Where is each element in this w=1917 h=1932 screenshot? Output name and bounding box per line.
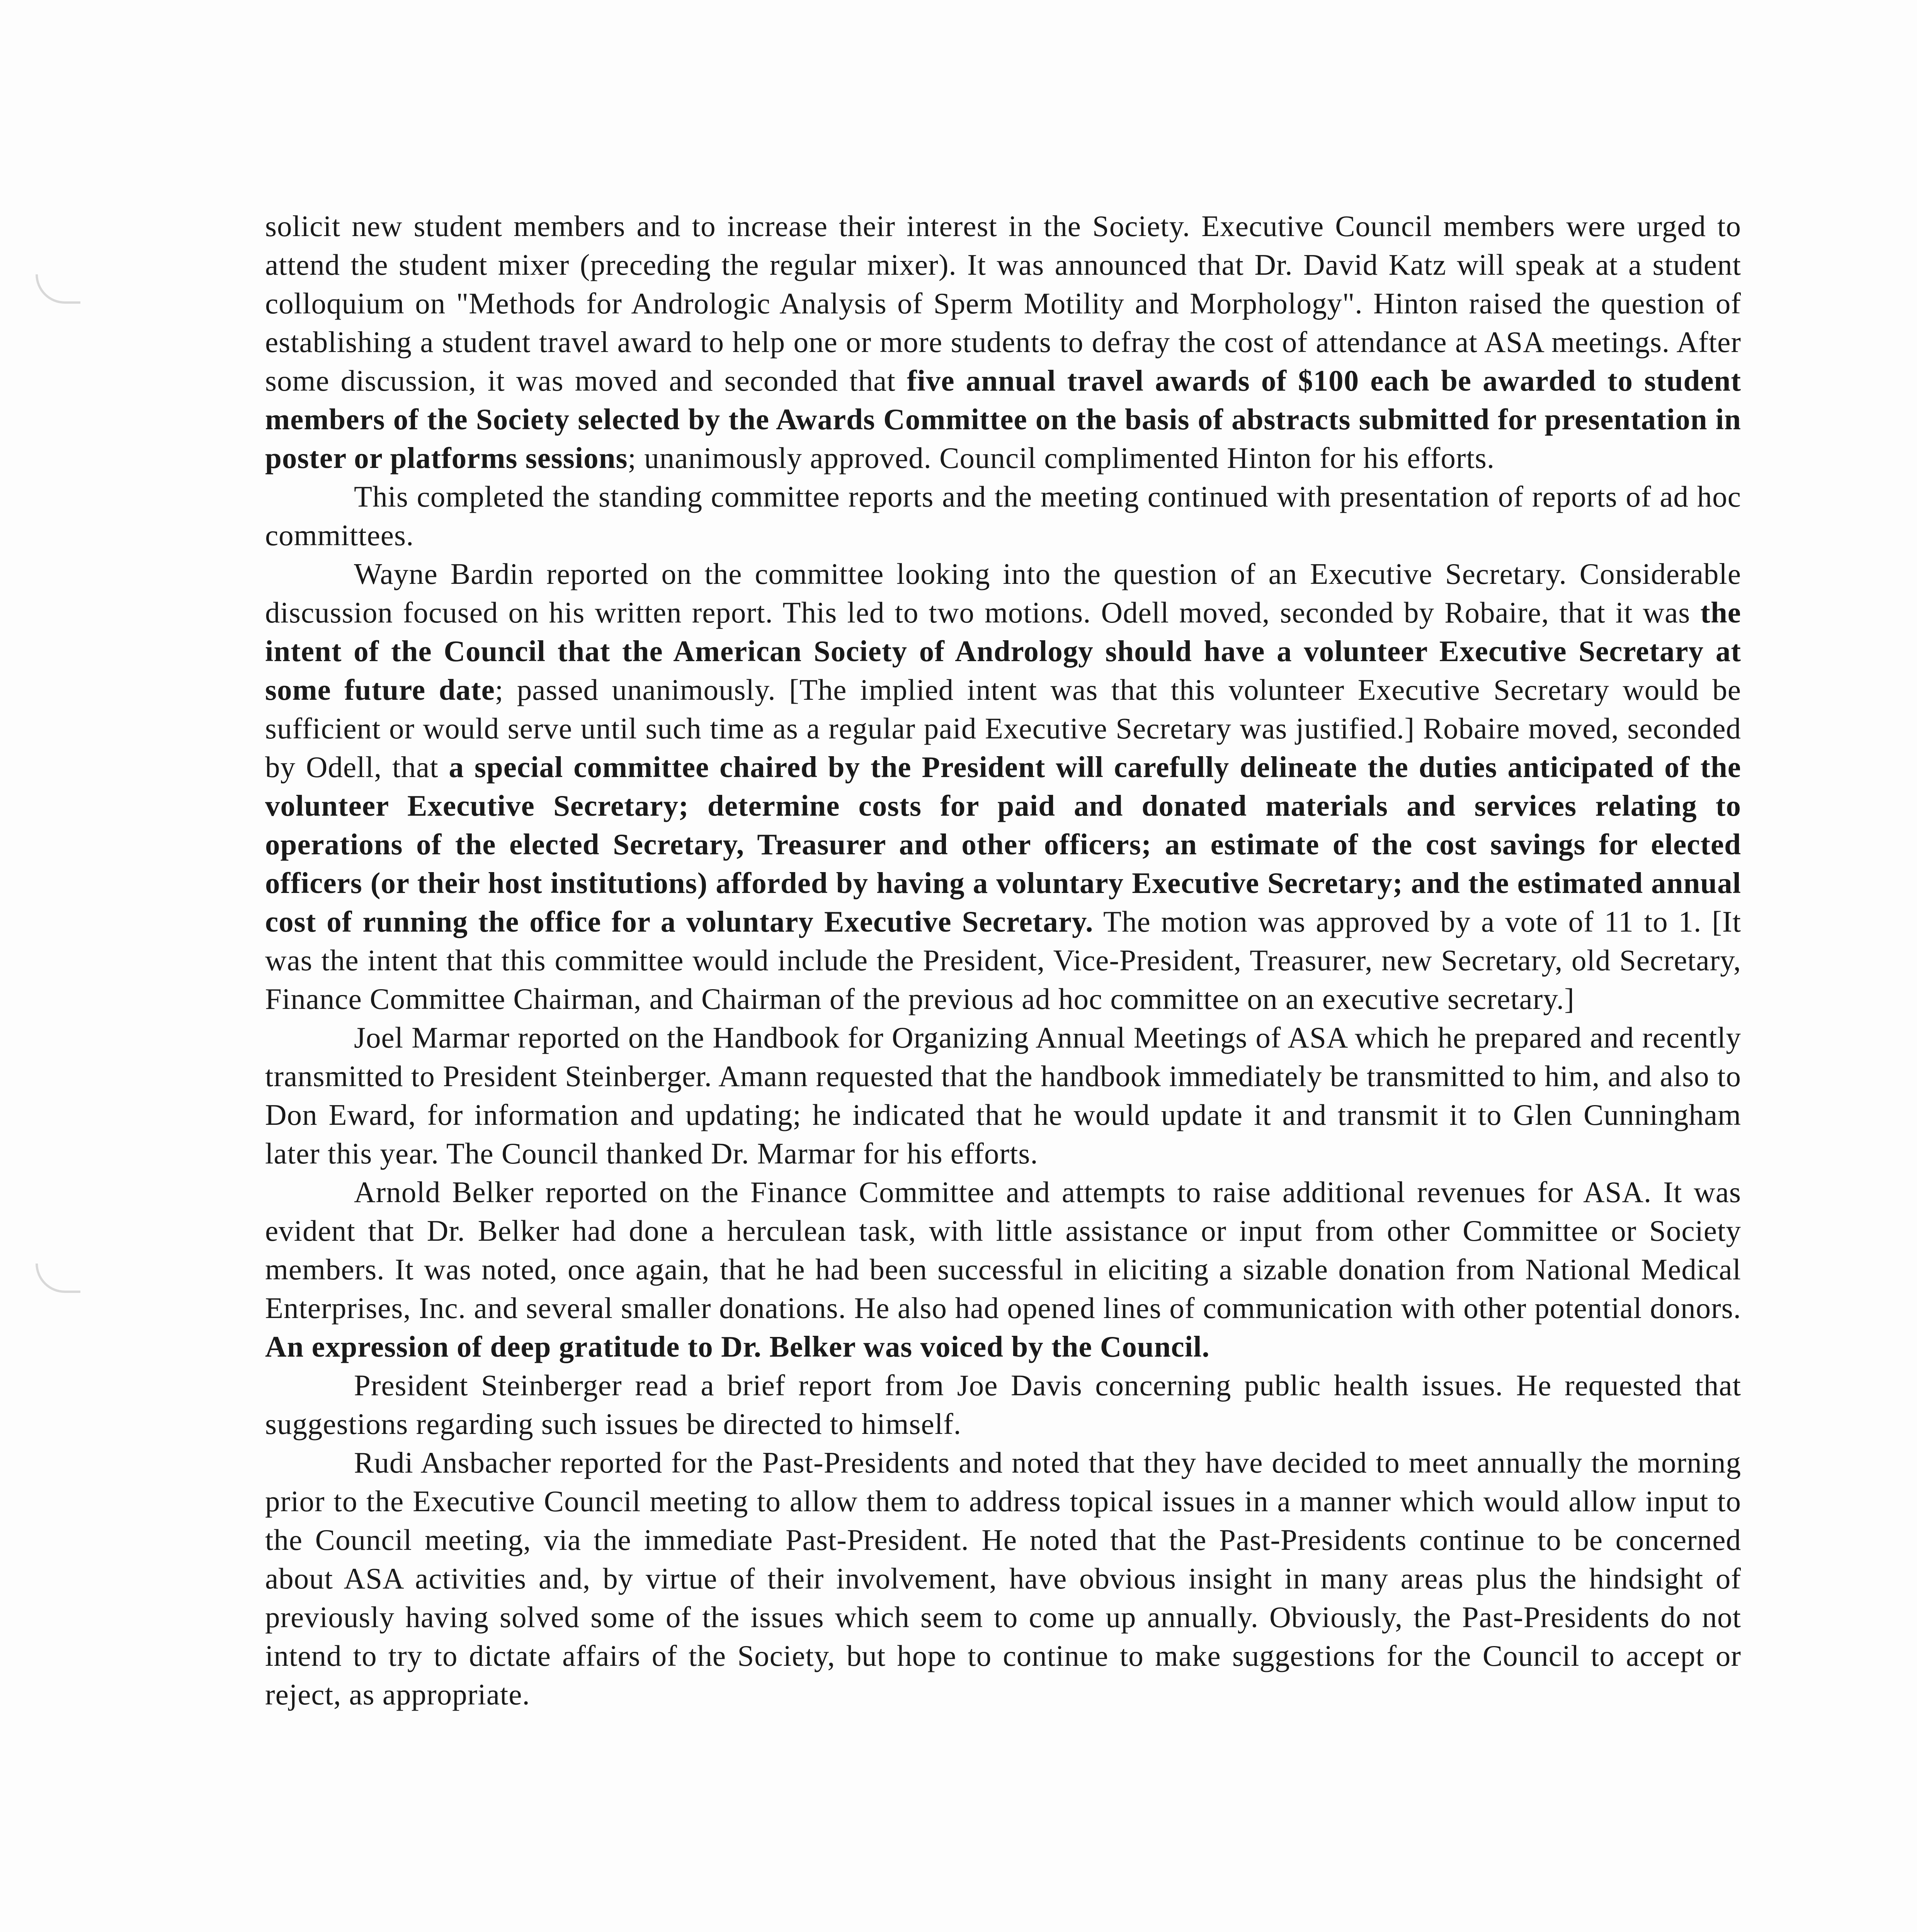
motion-text: five annual travel awards of $100 each be awarded to student members of the Society selected by the Awards Committee on the basis of abstracts submitted for presentation in poster or platforms sessions [265,364,1741,474]
text-segment: President Steinberger read a brief report from Joe Davis concerning public health issues. He requested that suggestions regarding such issues be directed to himself. [265,1369,1741,1440]
text-segment: Arnold Belker reported on the Finance Committee and attempts to raise additional revenues for ASA. It was evident that Dr. Belker had done a herculean task, with little assistance or input from other Committee or Society members. It was noted, once again, that he had been successful in eliciting a sizable donation from National Medical Enterprises, Inc. and several smaller donations. He also had opened lines of communication with other potential donors. [265,1175,1741,1325]
motion-text: the intent of the Council that the American Society of Andrology should have a volunteer Executive Secretary at some future date [265,596,1741,706]
paragraph-past-presidents [265,1443,1741,1714]
text-segment: ; unanimously approved. Council complimented Hinton for his efforts. [628,441,1495,474]
text-segment: Joel Marmar reported on the Handbook for Organizing Annual Meetings of ASA which he prepared and recently transmitted to President Steinberger. Amann requested that the handbook immediately be transmitted to him, and also to Don Eward, for information and updating; he indicated that he would update it and transmit it to Glen Cunningham later this year. The Council thanked Dr. Marmar for his efforts. [265,1021,1741,1170]
paragraph-ad-hoc-intro [265,477,1741,554]
text-segment: Rudi Ansbacher reported for the Past-Presidents and noted that they have decided to meet annually the morning prior to the Executive Council meeting to allow them to address topical issues in a manner which would allow input to the Council meeting, via the immediate Past-President. He noted that the Past-Presidents continue to be concerned about ASA activities and, by virtue of their involvement, have obvious insight in many areas plus the hindsight of previously having solved some of the issues which seem to come up annually. Obviously, the Past-Presidents do not intend to try to dictate affairs of the Society, but hope to continue to make suggestions for the Council to accept or reject, as appropriate. [265,1446,1741,1711]
paragraph-handbook [265,1018,1741,1173]
paragraph-executive-secretary [265,554,1741,1018]
document-body [265,207,1741,1714]
motion-text: An expression of deep gratitude to Dr. Belker was voiced by the Council. [265,1330,1210,1363]
motion-text: a special committee chaired by the President will carefully delineate the duties anticipated of the volunteer Executive Secretary; determine costs for paid and donated materials and services relating to operations of the elected Secretary, Treasurer and other officers; an estimate of the cost savings for elected officers (or their host institutions) afforded by having a voluntary Executive Secretary; and the estimated annual cost of running the office for a voluntary Executive Secretary. [265,750,1741,938]
paragraph-finance-committee [265,1173,1741,1366]
binder-hole-mark [36,274,80,304]
text-segment: This completed the standing committee reports and the meeting continued with presentation of reports of ad hoc committees. [265,480,1741,552]
text-segment: solicit new student members and to increase their interest in the Society. Executive Council members were urged to attend the student mixer (preceding the regular mixer). It was announced that Dr. David Katz will speak at a student colloquium on "Methods for Andrologic Analysis of Sperm Motility and Morphology". Hinton raised the question of establishing a student travel award to help one or more students to defray the cost of attendance at ASA meetings. After some discussion, it was moved and seconded that [265,209,1741,397]
binder-hole-mark [36,1264,80,1293]
paragraph-public-health [265,1366,1741,1443]
paragraph-student-awards [265,207,1741,477]
text-segment: ; passed unanimously. [The implied intent was that this volunteer Executive Secretary would be sufficient or would serve until such time as a regular paid Executive Secretary was justified.] Robaire moved, seconded by Odell, that [265,673,1741,784]
text-segment: Wayne Bardin reported on the committee looking into the question of an Executive Secretary. Considerable discussion focused on his written report. This led to two motions. Odell moved, seconded by Robaire, that it was [265,557,1741,629]
text-segment: The motion was approved by a vote of 11 to 1. [It was the intent that this committee would include the President, Vice-President, Treasurer, new Secretary, old Secretary, Finance Committee Chairman, and Chairman of the previous ad hoc committee on an executive secretary.] [265,905,1741,1015]
